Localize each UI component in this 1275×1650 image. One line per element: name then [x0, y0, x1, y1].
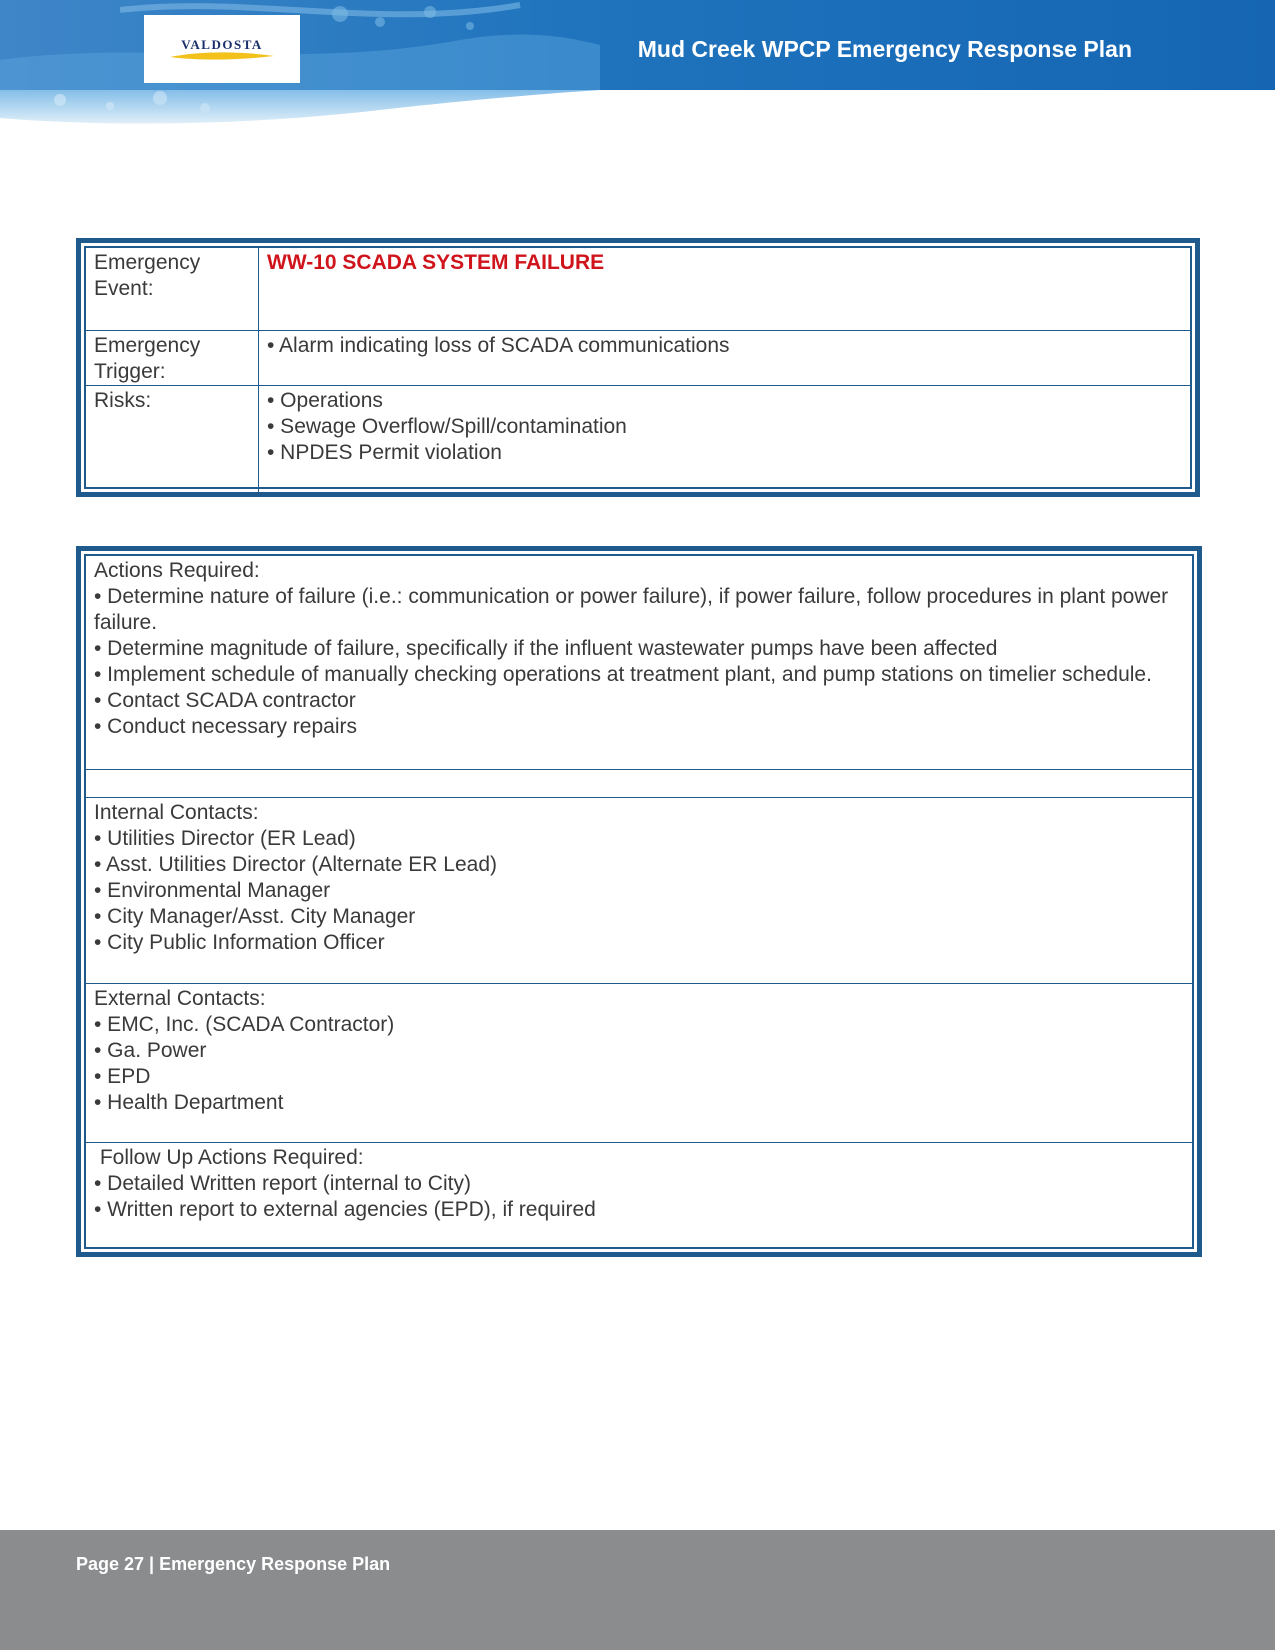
risks-label: Risks: — [86, 385, 259, 493]
internal-contact: • City Manager/Asst. City Manager — [94, 904, 416, 928]
followup-item: • Detailed Written report (internal to City) — [94, 1171, 471, 1195]
valdosta-logo — [144, 15, 300, 83]
followup-actions-cell — [86, 1142, 1192, 1253]
internal-contacts-heading: Internal Contacts: — [94, 800, 259, 824]
logo-text: VALDOSTA — [181, 37, 263, 52]
actions-required-cell — [86, 556, 1192, 769]
external-contacts-cell — [86, 983, 1192, 1142]
action-item: • Contact SCADA contractor — [94, 689, 356, 712]
trigger-cell — [259, 330, 1191, 385]
event-label: Emergency Event: — [86, 248, 259, 330]
internal-contact: • Environmental Manager — [94, 878, 331, 902]
internal-contact: • City Public Information Officer — [94, 930, 385, 954]
logo-swoosh-icon — [170, 51, 274, 61]
document-title: Mud Creek WPCP Emergency Response Plan — [637, 36, 1132, 62]
event-title: WW-10 SCADA SYSTEM FAILURE — [267, 251, 605, 274]
risk-item: • Sewage Overflow/Spill/contamination — [267, 414, 627, 438]
external-contacts-heading: External Contacts: — [94, 986, 266, 1010]
actions-contacts-table — [76, 546, 1202, 1257]
action-item: • Implement schedule of manually checking operations at treatment plant, and pump stations on timelier schedule. — [94, 663, 1152, 686]
risk-item: • NPDES Permit violation — [267, 440, 502, 464]
action-item: • Conduct necessary repairs — [94, 715, 357, 738]
page-footer — [0, 1530, 1275, 1650]
internal-contacts-cell — [86, 797, 1192, 983]
external-contact: • Health Department — [94, 1090, 284, 1114]
risk-item: • Operations — [267, 388, 383, 412]
followup-heading: Follow Up Actions Required: — [94, 1145, 364, 1169]
footer-page-label: Page 27 | Emergency Response Plan — [76, 1554, 391, 1574]
trigger-item: • Alarm indicating loss of SCADA communications — [267, 333, 730, 357]
internal-contact: • Utilities Director (ER Lead) — [94, 826, 356, 850]
action-item: • Determine nature of failure (i.e.: communication or power failure), if power failure, follow procedures in plant power failure. — [94, 585, 1169, 634]
emergency-event-table — [76, 238, 1200, 497]
risks-cell — [259, 385, 1191, 493]
external-contact: • EMC, Inc. (SCADA Contractor) — [94, 1012, 395, 1036]
page-header — [0, 0, 1275, 132]
followup-item: • Written report to external agencies (EPD), if required — [94, 1197, 596, 1221]
external-contact: • EPD — [94, 1064, 151, 1088]
action-item: • Determine magnitude of failure, specifically if the influent wastewater pumps have been affected — [94, 637, 998, 660]
external-contact: • Ga. Power — [94, 1038, 207, 1062]
actions-heading: Actions Required: — [94, 559, 260, 582]
spacer-row — [86, 769, 1192, 797]
trigger-label: Emergency Trigger: — [86, 330, 259, 385]
internal-contact: • Asst. Utilities Director (Alternate ER Lead) — [94, 852, 497, 876]
